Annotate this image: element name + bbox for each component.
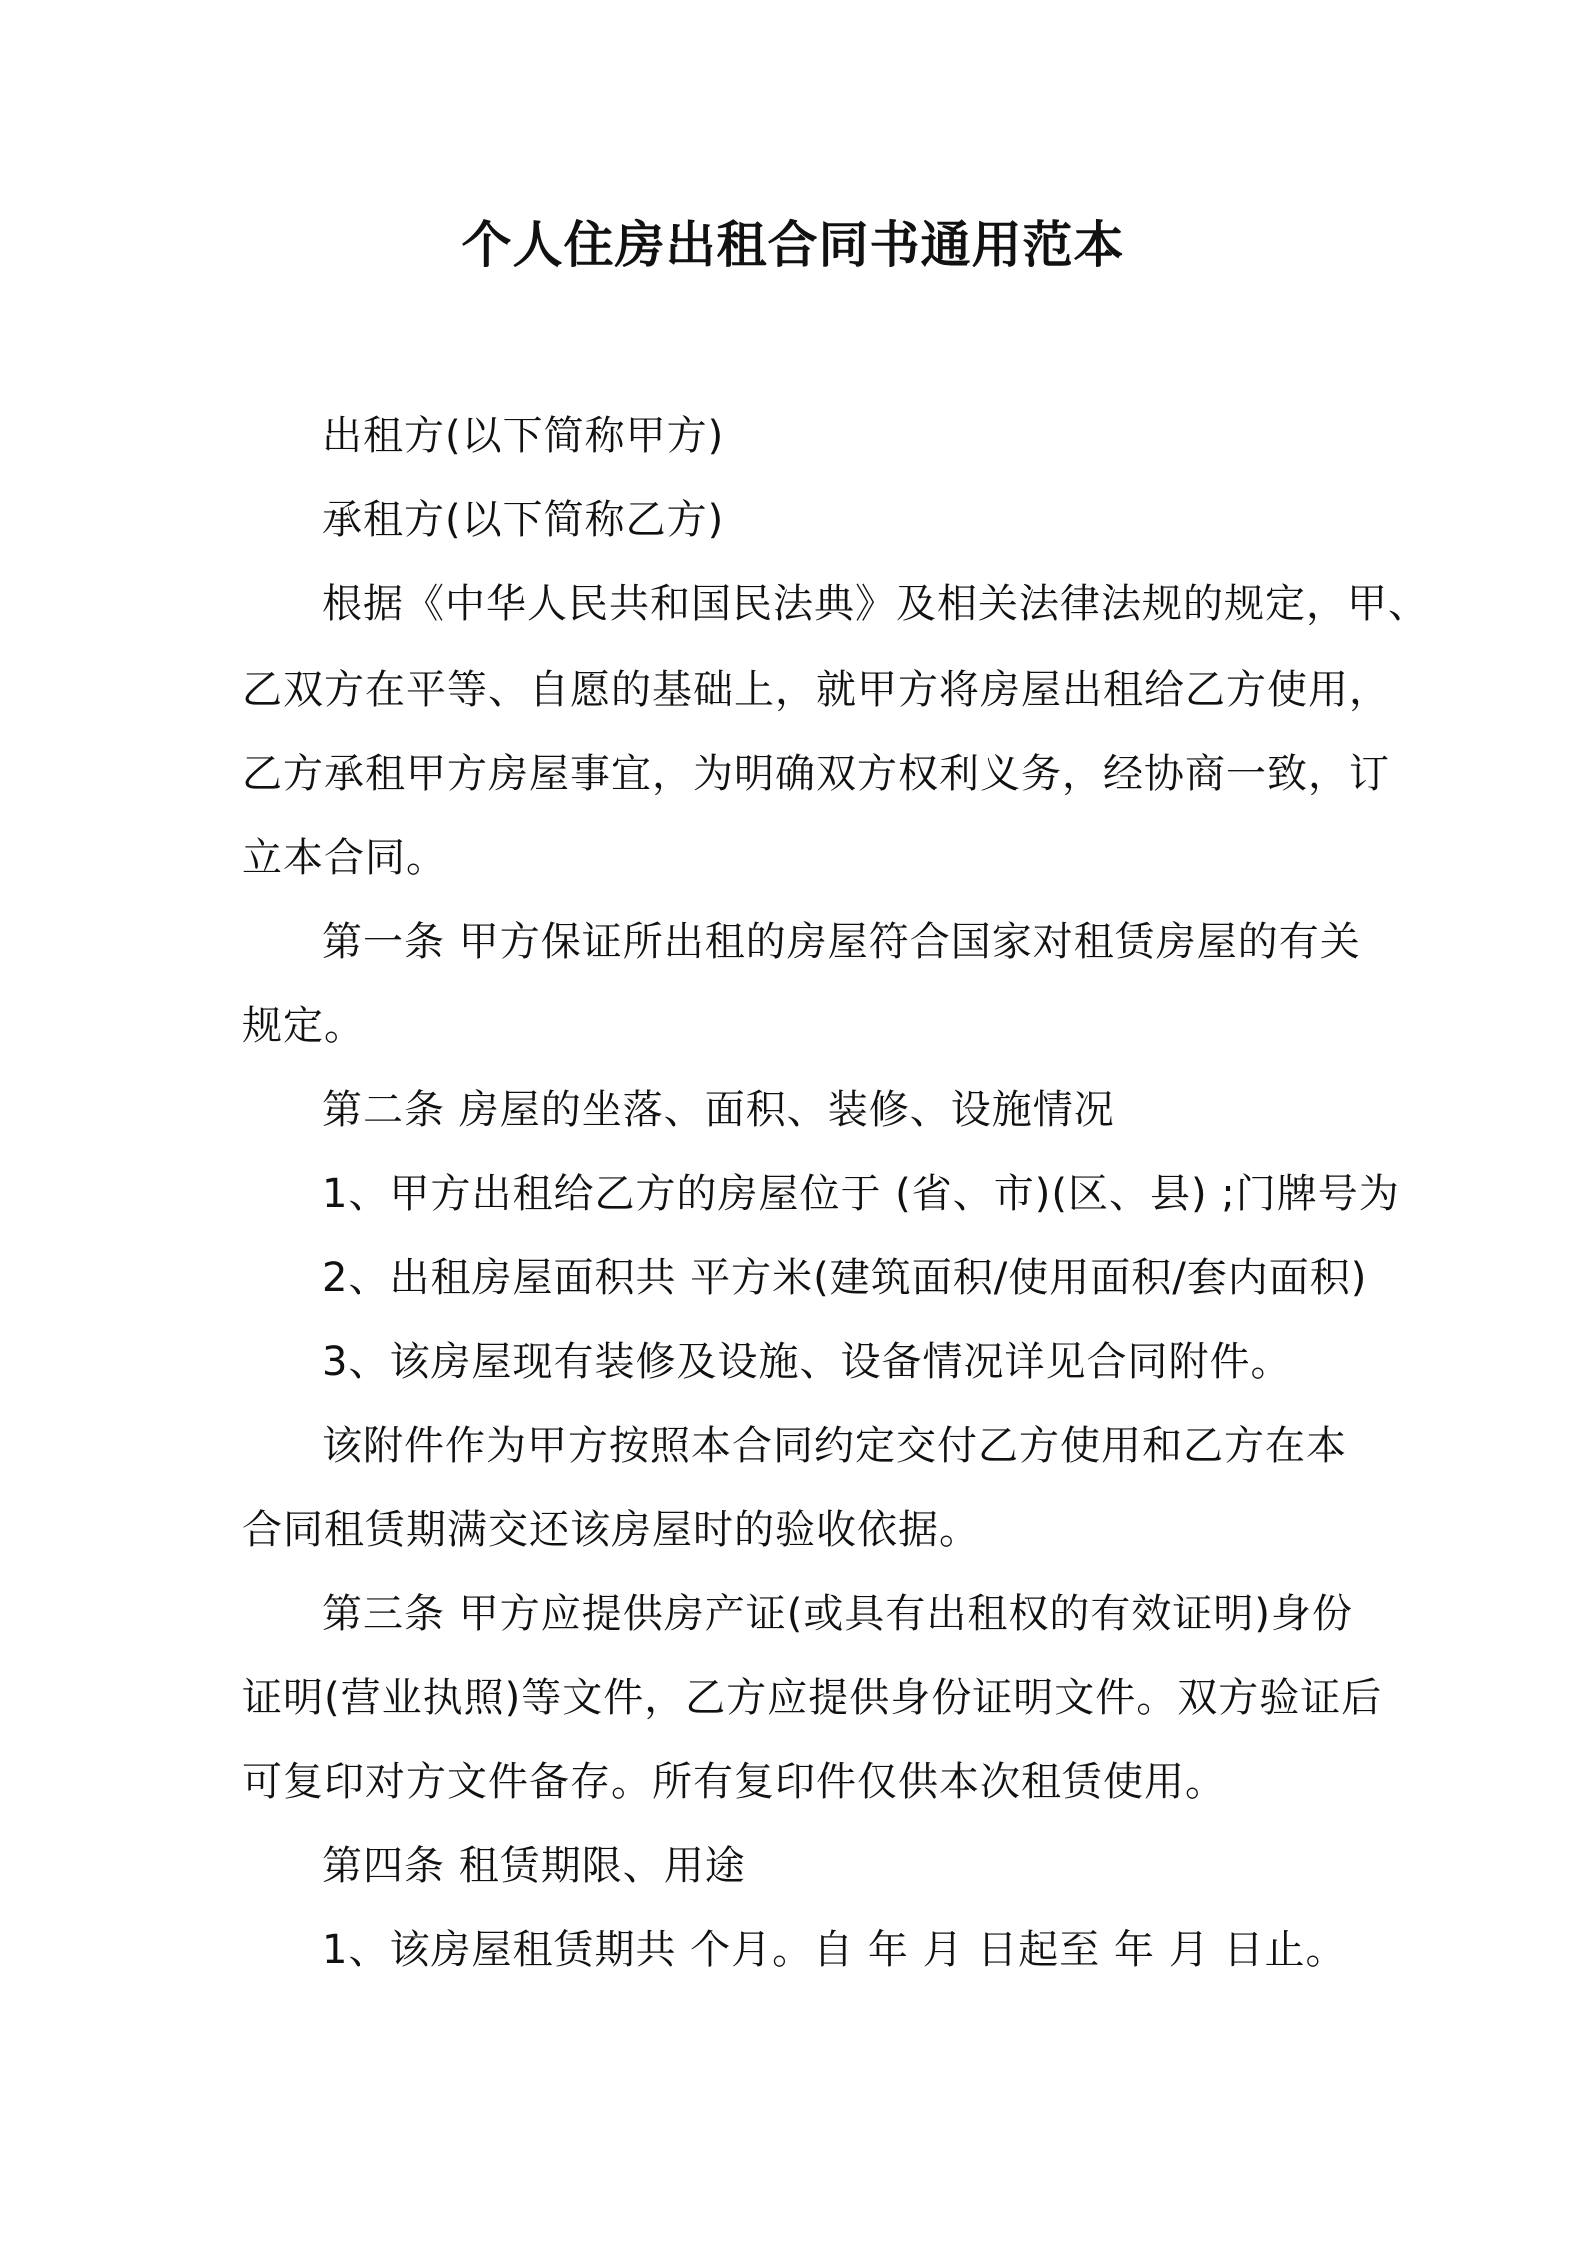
article-three-line-3: 可复印对方文件备存。所有复印件仅供本次租赁使用。 <box>242 1759 1226 1805</box>
article-four-heading: 第四条 租赁期限、用途 <box>322 1843 746 1889</box>
paragraph-line-preamble-4: 立本合同。 <box>242 835 447 881</box>
article-three-line-1: 第三条 甲方应提供房产证(或具有出租权的有效证明)身份 <box>322 1591 1353 1637</box>
article-two-item-2: 2、出租房屋面积共 平方米(建筑面积/使用面积/套内面积) <box>322 1255 1368 1301</box>
article-two-item-3: 3、该房屋现有装修及设施、设备情况详见合同附件。 <box>322 1339 1292 1385</box>
article-four-item-1: 1、该房屋租赁期共 个月。自 年 月 日起至 年 月 日止。 <box>322 1927 1347 1973</box>
paragraph-line-preamble-3: 乙方承租甲方房屋事宜，为明确双方权利义务，经协商一致，订 <box>242 751 1390 797</box>
attachment-note-line-2: 合同租赁期满交还该房屋时的验收依据。 <box>242 1507 980 1553</box>
article-two-heading: 第二条 房屋的坐落、面积、装修、设施情况 <box>322 1087 1115 1133</box>
paragraph-line-preamble-2: 乙双方在平等、自愿的基础上，就甲方将房屋出租给乙方使用， <box>242 667 1390 713</box>
attachment-note-line-1: 该附件作为甲方按照本合同约定交付乙方使用和乙方在本 <box>322 1423 1347 1469</box>
paragraph-line-preamble-1: 根据《中华人民共和国民法典》及相关法律法规的规定，甲、 <box>322 581 1429 627</box>
article-one-line-1: 第一条 甲方保证所出租的房屋符合国家对租赁房屋的有关 <box>322 919 1361 965</box>
document-title: 个人住房出租合同书通用范本 <box>461 216 1125 274</box>
article-three-line-2: 证明(营业执照)等文件，乙方应提供身份证明文件。双方验证后 <box>242 1675 1383 1721</box>
paragraph-line-lessor: 出租方(以下简称甲方) <box>322 413 725 459</box>
article-one-line-2: 规定。 <box>242 1003 365 1049</box>
paragraph-line-lessee: 承租方(以下简称乙方) <box>322 497 725 543</box>
article-two-item-1: 1、甲方出租给乙方的房屋位于 (省、市)(区、县) ;门牌号为 <box>322 1171 1400 1217</box>
